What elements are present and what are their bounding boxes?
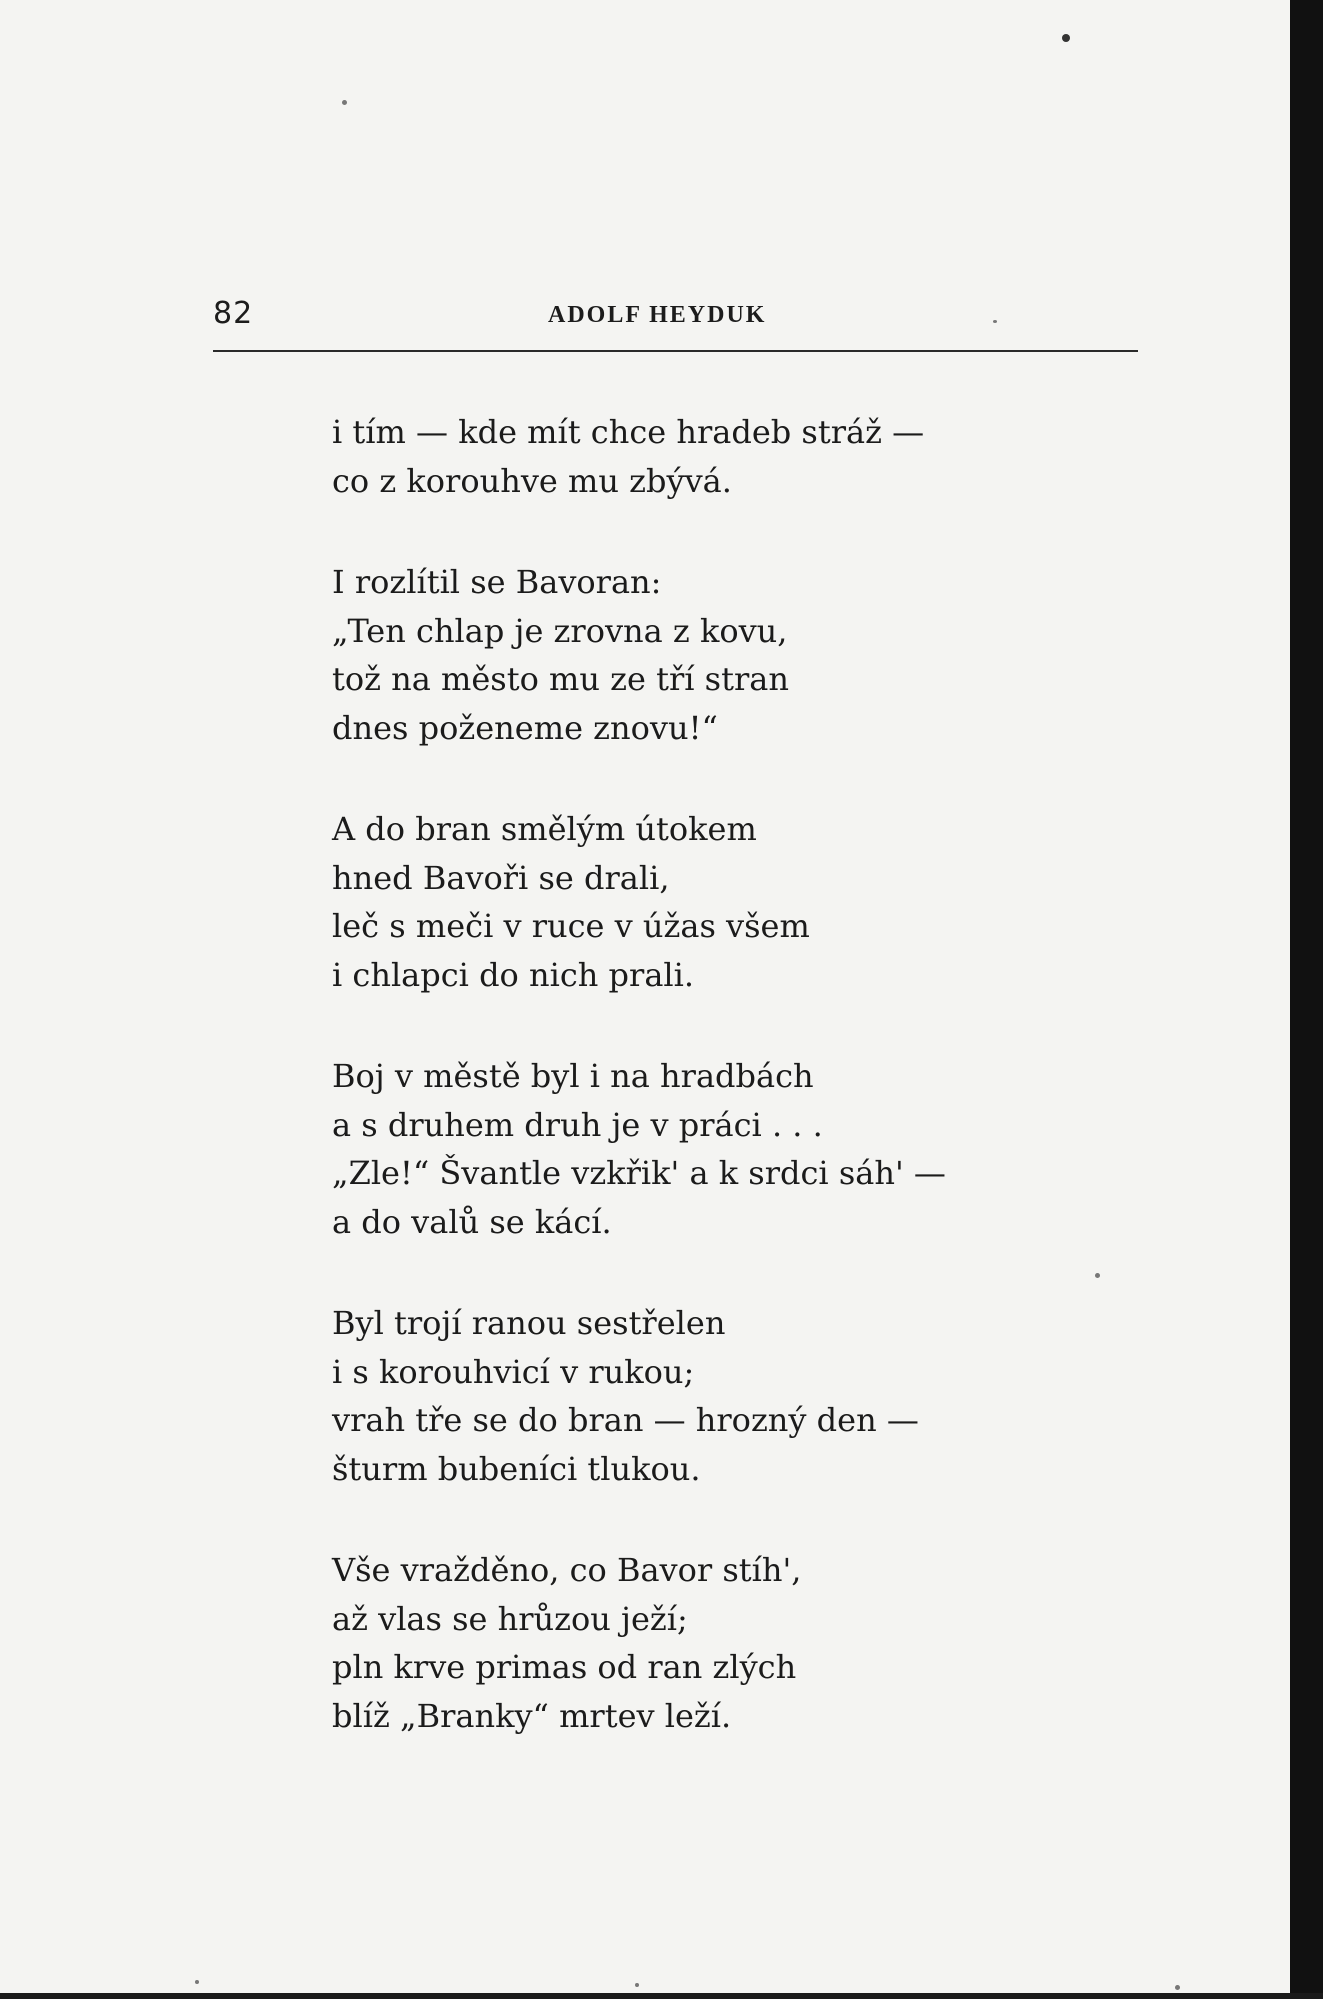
scan-speck <box>993 320 997 323</box>
scan-edge-right <box>1290 0 1323 1999</box>
poem-line: šturm bubeníci tlukou. <box>332 1449 701 1488</box>
poem-line: vrah tře se do bran — hrozný den — <box>332 1401 919 1439</box>
stanza <box>332 805 1112 999</box>
scan-speck <box>195 1980 199 1984</box>
scan-speck <box>1062 34 1070 42</box>
poem-line: Vše vražděno, co Bavor stíh', <box>332 1551 802 1589</box>
stanza <box>332 1052 1112 1246</box>
page-number: 82 <box>213 296 254 331</box>
scan-speck <box>1095 1273 1100 1278</box>
poem <box>332 408 1112 1793</box>
poem-line: tož na město mu ze tří stran <box>332 660 789 698</box>
poem-line: a do valů se kácí. <box>332 1202 612 1241</box>
poem-line: hned Bavoři se drali, <box>332 858 670 897</box>
poem-line: i tím — kde mít chce hradeb stráž — <box>332 413 925 451</box>
stanza <box>332 408 1112 505</box>
poem-line: co z korouhve mu zbývá. <box>332 461 732 500</box>
scan-speck <box>342 100 347 105</box>
stanza <box>332 1546 1112 1740</box>
header-rule <box>213 350 1138 352</box>
running-head: ADOLF HEYDUK <box>548 302 767 328</box>
stanza <box>332 1299 1112 1493</box>
poem-line: až vlas se hrůzou ježí; <box>332 1599 688 1638</box>
poem-line: Boj v městě byl i na hradbách <box>332 1057 814 1095</box>
poem-line: dnes poženeme znovu!“ <box>332 708 718 747</box>
stanza <box>332 558 1112 752</box>
scan-speck <box>1175 1985 1180 1990</box>
poem-line: leč s meči v ruce v úžas všem <box>332 907 810 945</box>
poem-line: „Ten chlap je zrovna z kovu, <box>332 611 788 650</box>
poem-line: A do bran smělým útokem <box>332 810 757 848</box>
poem-line: a s druhem druh je v práci . . . <box>332 1105 823 1144</box>
scan-speck <box>635 1983 639 1987</box>
poem-line: Byl trojí ranou sestřelen <box>332 1304 726 1342</box>
page-header <box>213 290 1138 344</box>
poem-line: i chlapci do nich prali. <box>332 955 695 994</box>
scan-edge-bottom <box>0 1993 1323 1999</box>
poem-line: „Zle!“ Švantle vzkřik' a k srdci sáh' — <box>332 1154 946 1192</box>
poem-line: i s korouhvicí v rukou; <box>332 1352 695 1391</box>
poem-line: blíž „Branky“ mrtev leží. <box>332 1696 732 1735</box>
poem-line: pln krve primas od ran zlých <box>332 1648 797 1686</box>
poem-line: I rozlítil se Bavoran: <box>332 563 662 601</box>
